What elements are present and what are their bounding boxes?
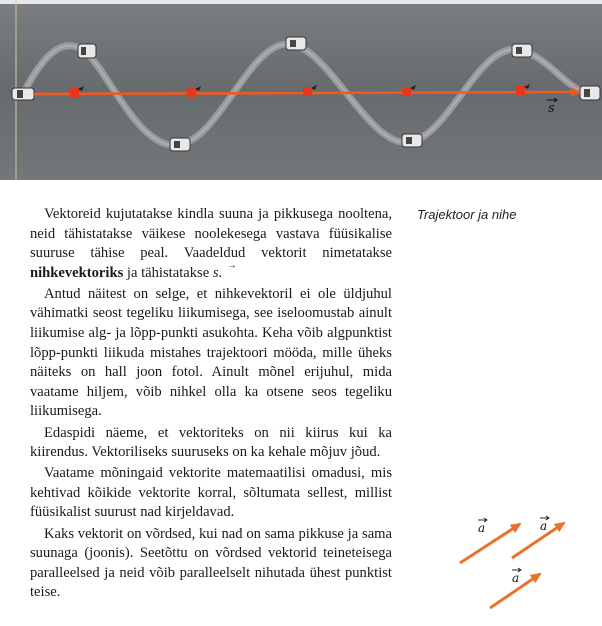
paragraph: Vaatame mõningaid vektorite matemaatilisi omadusi, mis kehtivad kõikide vektorite korral, sõltumata sellest, millist füüsikalist suurust nad kirjeldavad. [30, 465, 392, 521]
asphalt-background [0, 0, 602, 180]
car-icon [580, 86, 600, 100]
vector-label [540, 516, 549, 533]
car-icon [78, 44, 96, 58]
car-icon [12, 88, 34, 100]
svg-text:s: s [548, 101, 555, 116]
paragraph: Vektoreid kujutatakse kindla suuna ja pikkusega nooltena, neid tähistatakse väikese noolekesega vastava füüsikalise suuruse tähise peal. Vaadeldud vektorit nimetatakse nihkevektoriks ja tähistatakse → s. [30, 206, 392, 281]
svg-text:a: a [540, 519, 548, 533]
trajectory-photo [0, 0, 602, 180]
vector-arrow [460, 524, 520, 563]
car-icon [402, 134, 422, 147]
svg-text:a: a [512, 571, 520, 585]
svg-text:a: a [478, 521, 486, 535]
figure-caption: Trajektoor ja nihe [417, 207, 517, 222]
equal-vectors-figure [440, 500, 602, 626]
car-icon [170, 138, 190, 151]
bold-term: nihkevektoriks [30, 264, 124, 281]
vector-label [512, 568, 521, 585]
paragraph: Edaspidi näeme, et vektoriteks on nii kiirus kui ka kiirendus. Vektoriliseks suuruseks on ka kehale mõjuv jõud. [30, 424, 392, 461]
vector-label [478, 518, 487, 535]
paragraph: Antud näitest on selge, et nihkevektoril ei ole üldjuhul vähimatki seost tegeliku liikumisega, see iseloomustab ainult liikumise alg- ja lõpp-punkti asukohta. Keha võib algpunktist lõpp-punkti liikuda mistahes trajektoori mööda, mille üheks näiteks on hall joon fotol. Ainult mõnel erijuhul, mida vaatame hiljem, võib nihkel olla ka otsene seos tegeliku liikumisega. [30, 285, 392, 420]
body-text [30, 205, 392, 604]
vector-arrow [512, 523, 564, 558]
car-icon [286, 37, 306, 50]
paragraph: Kaks vektorit on võrdsed, kui nad on sama pikkuse ja sama suunaga (joonis). Seetõttu on võrdsed vektorid teineteisega paralleelsed ja neid võib paralleelselt nihutada ühest punktist teise. [30, 525, 392, 601]
vector-symbol: → s [212, 259, 237, 281]
car-icon [512, 44, 532, 57]
